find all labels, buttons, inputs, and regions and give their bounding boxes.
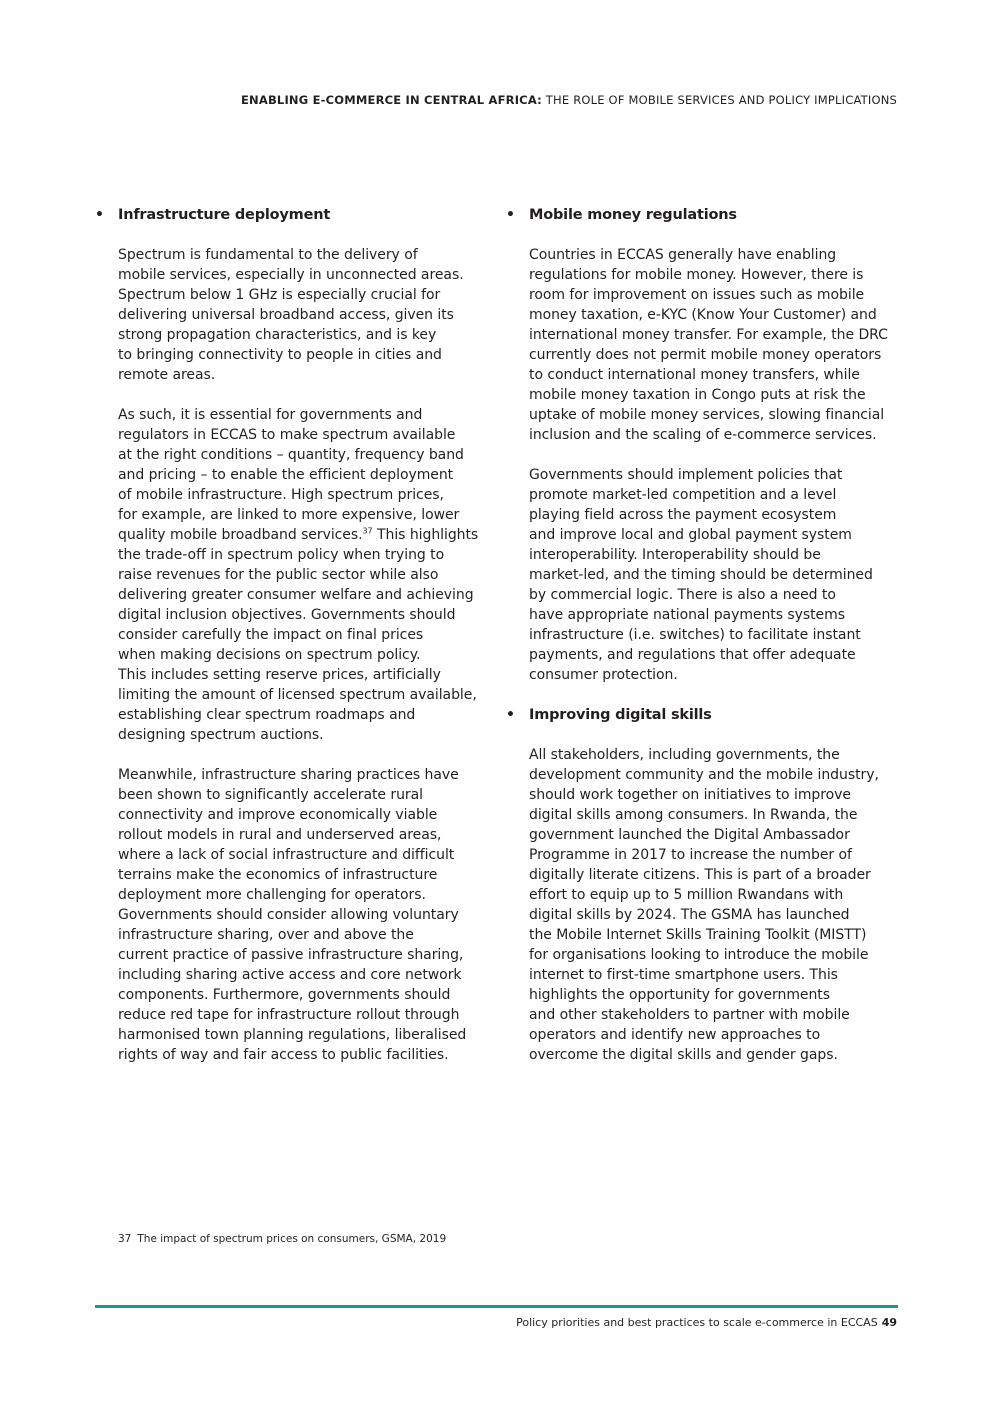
left-column (95, 205, 488, 1085)
paragraph (529, 245, 899, 445)
paragraph-line: room for improvement on issues such as mobile (529, 287, 865, 303)
bullet-icon: • (506, 207, 515, 223)
paragraph-line: digital skills among consumers. In Rwanda, the (529, 807, 858, 823)
paragraph-line: Governments should implement policies that (529, 467, 843, 483)
footer-divider (95, 1305, 898, 1308)
paragraph-line: at the right conditions – quantity, frequency band (118, 447, 464, 463)
paragraph-line: money taxation, e-KYC (Know Your Customer) and (529, 307, 877, 323)
paragraph-line: Spectrum below 1 GHz is especially crucial for (118, 287, 441, 303)
paragraph-line: for example, are linked to more expensive, lower (118, 507, 460, 523)
paragraph-line: market-led, and the timing should be determined (529, 567, 873, 583)
paragraph-line: limiting the amount of licensed spectrum available, (118, 687, 477, 703)
bullet-icon: • (506, 707, 515, 723)
paragraph-line: should work together on initiatives to improve (529, 787, 851, 803)
footer-text: Policy priorities and best practices to scale e-commerce in ECCAS (516, 1316, 878, 1329)
paragraph-line: inclusion and the scaling of e-commerce services. (529, 427, 877, 443)
paragraph-line: the Mobile Internet Skills Training Toolkit (MISTT) (529, 927, 867, 943)
paragraph (118, 765, 488, 1065)
paragraph-line: and improve local and global payment system (529, 527, 852, 543)
paragraph-line: reduce red tape for infrastructure rollout through (118, 1007, 460, 1023)
paragraph-line: rollout models in rural and underserved areas, (118, 827, 442, 843)
paragraph (118, 405, 488, 745)
paragraph-line: have appropriate national payments systems (529, 607, 845, 623)
paragraph-line: effort to equip up to 5 million Rwandans with (529, 887, 844, 903)
paragraph-line: including sharing active access and core network (118, 967, 462, 983)
paragraph-line: currently does not permit mobile money operators (529, 347, 882, 363)
paragraph-line: consider carefully the impact on final prices (118, 627, 424, 643)
paragraph-line: promote market-led competition and a level (529, 487, 837, 503)
paragraph-lines (118, 545, 488, 745)
paragraph-line: terrains make the economics of infrastructure (118, 867, 438, 883)
paragraph-line: to bringing connectivity to people in cities and (118, 347, 442, 363)
paragraph-line: consumer protection. (529, 667, 678, 683)
paragraph (529, 465, 899, 685)
paragraph-line: development community and the mobile industry, (529, 767, 879, 783)
section-heading-infrastructure (95, 205, 488, 225)
paragraph-line: establishing clear spectrum roadmaps and (118, 707, 416, 723)
page-number: 49 (881, 1316, 897, 1329)
paragraph-lines (118, 405, 488, 525)
paragraph-line: regulators in ECCAS to make spectrum available (118, 427, 456, 443)
paragraph-line: mobile money taxation in Congo puts at risk the (529, 387, 866, 403)
paragraph-line: deployment more challenging for operators. (118, 887, 426, 903)
paragraph (118, 245, 488, 385)
paragraph-line: remote areas. (118, 367, 216, 383)
paragraph-line: internet to first-time smartphone users. This (529, 967, 838, 983)
paragraph-line: highlights the opportunity for governments (529, 987, 830, 1003)
footnote-text: The impact of spectrum prices on consumers, GSMA, 2019 (137, 1233, 447, 1245)
paragraph-line: uptake of mobile money services, slowing financial (529, 407, 885, 423)
paragraph-line: strong propagation characteristics, and is key (118, 327, 437, 343)
paragraph-line: harmonised town planning regulations, liberalised (118, 1027, 467, 1043)
paragraph-line: operators and identify new approaches to (529, 1027, 821, 1043)
paragraph-line: designing spectrum auctions. (118, 727, 324, 743)
running-header (241, 93, 897, 107)
text: quality mobile broadband services. (118, 527, 363, 543)
paragraph-line: raise revenues for the public sector while also (118, 567, 439, 583)
paragraph-line: government launched the Digital Ambassador (529, 827, 850, 843)
footnote-ref: 37 (362, 526, 373, 536)
paragraph-line: Countries in ECCAS generally have enabling (529, 247, 837, 263)
section-heading-text: Infrastructure deployment (118, 207, 331, 223)
text: This highlights (372, 527, 479, 543)
right-column (506, 205, 899, 1085)
paragraph-line: regulations for mobile money. However, there is (529, 267, 864, 283)
paragraph-line: international money transfer. For example, the DRC (529, 327, 888, 343)
footnote (118, 1233, 446, 1245)
paragraph-line-with-footnote (118, 525, 488, 545)
paragraph-line: components. Furthermore, governments should (118, 987, 451, 1003)
paragraph-line: overcome the digital skills and gender gaps. (529, 1047, 838, 1063)
paragraph-line: mobile services, especially in unconnected areas. (118, 267, 464, 283)
section-heading-text: Mobile money regulations (529, 207, 737, 223)
paragraph-line: interoperability. Interoperability should be (529, 547, 821, 563)
paragraph-line: All stakeholders, including governments, the (529, 747, 840, 763)
paragraph-line: delivering universal broadband access, given its (118, 307, 454, 323)
paragraph-line: Meanwhile, infrastructure sharing practices have (118, 767, 459, 783)
paragraph-line: This includes setting reserve prices, artificially (118, 667, 441, 683)
paragraph-line: infrastructure sharing, over and above the (118, 927, 414, 943)
paragraph-line: playing field across the payment ecosystem (529, 507, 837, 523)
running-header-rest: THE ROLE OF MOBILE SERVICES AND POLICY IMPLICATIONS (545, 93, 897, 107)
paragraph-line: current practice of passive infrastructure sharing, (118, 947, 464, 963)
paragraph-line: digital inclusion objectives. Governments should (118, 607, 456, 623)
bullet-icon: • (95, 207, 104, 223)
paragraph-line: of mobile infrastructure. High spectrum prices, (118, 487, 444, 503)
paragraph-line: rights of way and fair access to public facilities. (118, 1047, 449, 1063)
paragraph-line: to conduct international money transfers, while (529, 367, 860, 383)
paragraph-line: Spectrum is fundamental to the delivery of (118, 247, 418, 263)
paragraph-line: As such, it is essential for governments and (118, 407, 423, 423)
section-heading-mobile-money (506, 205, 899, 225)
paragraph-line: delivering greater consumer welfare and achieving (118, 587, 474, 603)
paragraph-line: connectivity and improve economically viable (118, 807, 438, 823)
paragraph-line: and pricing – to enable the efficient deployment (118, 467, 454, 483)
paragraph-line: when making decisions on spectrum policy. (118, 647, 421, 663)
paragraph-line: infrastructure (i.e. switches) to facilitate instant (529, 627, 861, 643)
running-header-bold: ENABLING E-COMMERCE IN CENTRAL AFRICA: (240, 93, 542, 107)
paragraph-line: where a lack of social infrastructure and difficult (118, 847, 455, 863)
section-heading-digital-skills (506, 705, 899, 725)
page-footer (516, 1316, 897, 1329)
paragraph-line: been shown to significantly accelerate rural (118, 787, 423, 803)
paragraph-line: digital skills by 2024. The GSMA has launched (529, 907, 850, 923)
paragraph-line: digitally literate citizens. This is part of a broader (529, 867, 871, 883)
paragraph-line: Governments should consider allowing voluntary (118, 907, 459, 923)
paragraph-line: and other stakeholders to partner with mobile (529, 1007, 850, 1023)
paragraph-line: by commercial logic. There is also a need to (529, 587, 836, 603)
paragraph-line: for organisations looking to introduce the mobile (529, 947, 869, 963)
paragraph-line: the trade-off in spectrum policy when trying to (118, 547, 445, 563)
paragraph (529, 745, 899, 1065)
paragraph-line: Programme in 2017 to increase the number of (529, 847, 852, 863)
paragraph-line: payments, and regulations that offer adequate (529, 647, 856, 663)
footnote-number: 37 (118, 1233, 132, 1245)
section-heading-text: Improving digital skills (529, 707, 712, 723)
